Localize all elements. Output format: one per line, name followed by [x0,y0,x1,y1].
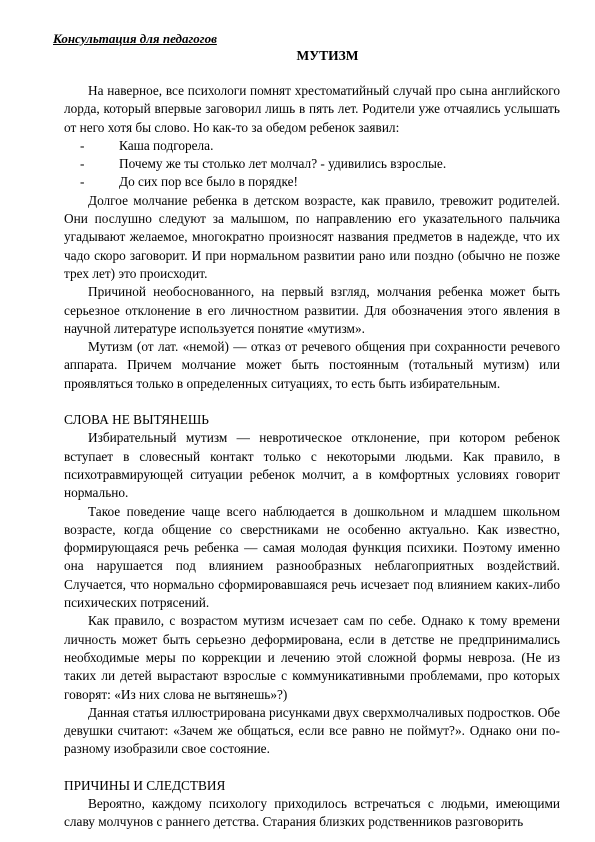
dialogue-line-2 [64,155,560,173]
section1-paragraph-3: Как правило, с возрастом мутизм исчезает сам по себе. Однако к тому времени личность может быть серьезно деформирована, если в детстве не предпринимались необходимые меры по коррекции и лечению этой сложной формы невроза. (Не из таких ли детей вырастают взрослые с коммуникативными проблемами, про которых говорят: «Из них слова не вытянешь»?) [64,613,560,702]
section2-paragraph-1: Вероятно, каждому психологу приходилось встречаться с людьми, имеющими славу молчунов с раннего детства. Старания близких родственников разговорить [64,795,560,830]
page-title: МУТИЗМ [296,48,359,63]
dialogue-text: Каша подгорела. [119,137,214,153]
dash-marker: - [80,156,85,172]
dialogue-line-3 [64,173,560,191]
dash-marker: - [80,174,85,190]
dialogue-line-1 [64,137,560,155]
section-heading: ПРИЧИНЫ И СЛЕДСТВИЯ [64,777,226,793]
intro-paragraph-4: Мутизм (от лат. «немой) — отказ от речевого общения при сохранности речевого аппарата. Причем молчание может быть постоянным (тотальный мутизм) или проявляться только в определенных ситуациях, то есть быть избирательным. [64,339,560,391]
section1-paragraph-2: Такое поведение чаще всего наблюдается в дошкольном и младшем школьном возрасте, когда общение со сверстниками не особенно актуально. Как известно, формирующаяся речь ребенка — самая молодая функция психики. Поэтому именно она нарушается под влиянием разнообразных неблагоприятных воздействий. Случается, что нормально сформировавшаяся речь исчезает под влиянием каких-либо психических потрясений. [64,503,560,611]
intro-paragraph-2: Долгое молчание ребенка в детском возрасте, как правило, тревожит родителей. Они послушно следуют за малышом, по направлению его указательного пальчика угадывают желаемое, многократно произносят названия предметов в надежде, что их чадо скоро заговорит. И при нормальном развитии рано или поздно (обычно не позже трех лет) это происходит. [64,192,560,281]
dialogue-text: Почему же ты столько лет молчал? - удивились взрослые. [119,156,447,172]
section1-paragraph-4: Данная статья иллюстрирована рисунками двух сверхмолчаливых подростков. Обе девушки считают: «Зачем же общаться, если все равно не поймут?». Однако они по-разному изобразили свое состояние. [64,704,560,757]
document-body [64,82,560,832]
section1-paragraph-1: Избирательный мутизм — невротическое отклонение, при котором ребенок вступает в словесный контакт только с некоторыми людьми. Как правило, в психотравмирующей ситуации ребенок молчит, а в комфортных условиях говорит нормально. [64,430,560,501]
section-heading: СЛОВА НЕ ВЫТЯНЕШЬ [64,412,209,428]
dialogue-text: До сих пор все было в порядке! [119,174,298,190]
consultation-label: Консультация для педагогов [53,31,217,46]
dash-marker: - [80,137,85,153]
intro-paragraph-3: Причиной необоснованного, на первый взгляд, молчания ребенка может быть серьезное отклонение в его личностном развитии. Для обозначения этого явления в научной литературе используется понятие «мутизм». [64,284,560,336]
intro-paragraph-1: На наверное, все психологи помнят хрестоматийный случай про сына английского лорда, который впервые заговорил лишь в пять лет. Родители уже отчаялись услышать от него хотя бы слово. Но как-то за обедом ребенок заявил: [64,83,560,135]
